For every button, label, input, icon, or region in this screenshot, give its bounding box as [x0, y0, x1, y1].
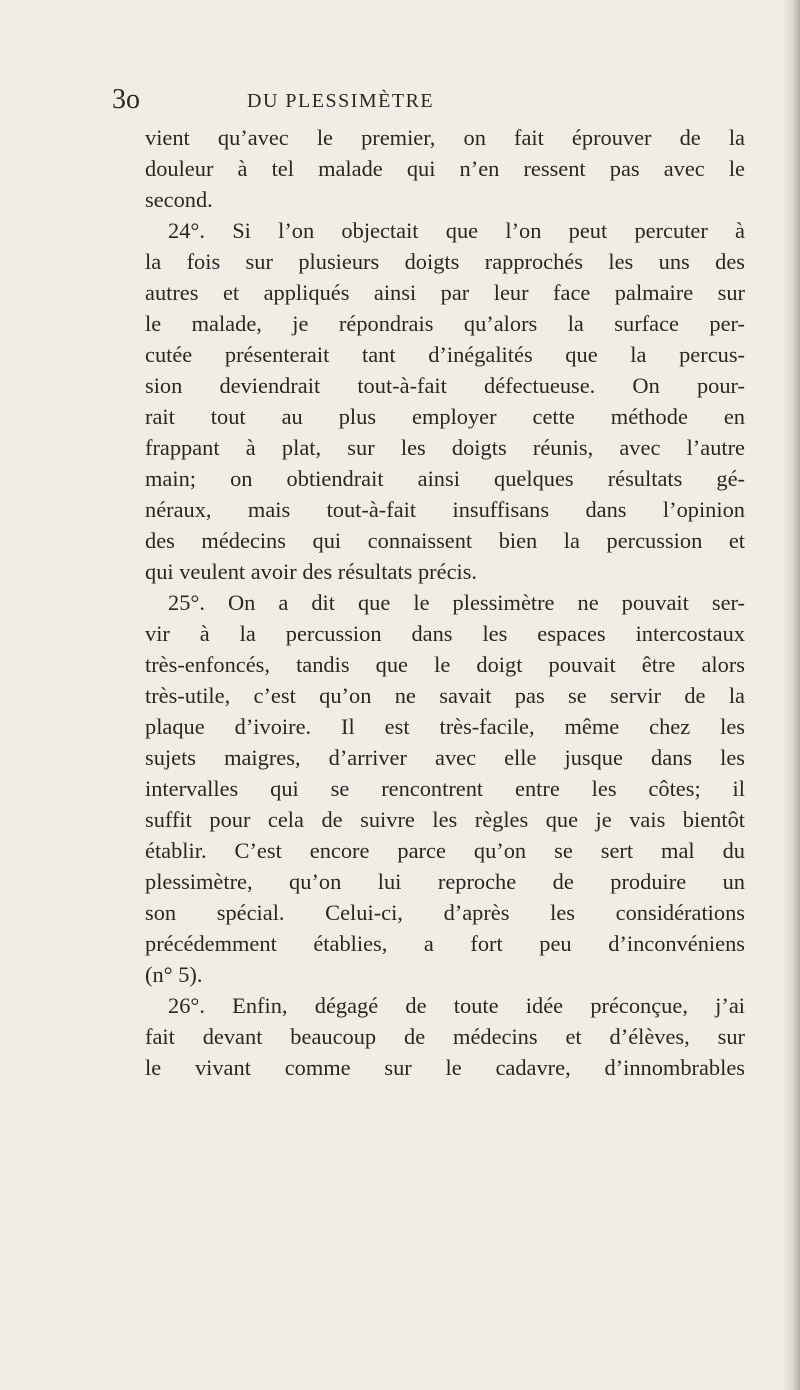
- page-header: [112, 82, 732, 118]
- text-line: le vivant comme sur le cadavre, d’innombrables: [145, 1055, 745, 1080]
- text-line: précédemment établies, a fort peu d’inconvéniens: [145, 931, 745, 956]
- text-line: très-utile, c’est qu’on ne savait pas se servir de la: [145, 683, 745, 708]
- text-line: néraux, mais tout-à-fait insuffisans dans l’opinion: [145, 497, 745, 522]
- text-line: main; on obtiendrait ainsi quelques résultats gé-: [145, 466, 745, 491]
- paragraph-24-start: 24°. Si l’on objectait que l’on peut percuter à: [168, 218, 745, 243]
- text-line: sujets maigres, d’arriver avec elle jusque dans les: [145, 745, 745, 770]
- text-line: le malade, je répondrais qu’alors la surface per-: [145, 311, 745, 336]
- text-line: suffit pour cela de suivre les règles que je vais bientôt: [145, 807, 745, 832]
- body-text: [145, 122, 745, 1083]
- text-line: sion deviendrait tout-à-fait défectueuse. On pour-: [145, 373, 745, 398]
- text-line: frappant à plat, sur les doigts réunis, avec l’autre: [145, 435, 745, 460]
- text-line: la fois sur plusieurs doigts rapprochés les uns des: [145, 249, 745, 274]
- text-line: cutée présenterait tant d’inégalités que la percus-: [145, 342, 745, 367]
- text-line: des médecins qui connaissent bien la percussion et: [145, 528, 745, 553]
- text-line: plaque d’ivoire. Il est très-facile, même chez les: [145, 714, 745, 739]
- text-line: vir à la percussion dans les espaces intercostaux: [145, 621, 745, 646]
- page-edge-shadow: [782, 0, 800, 1390]
- running-head: DU PLESSIMÈTRE: [247, 90, 435, 112]
- paragraph-25-start: 25°. On a dit que le plessimètre ne pouvait ser-: [168, 590, 745, 615]
- page-number: 3o: [112, 84, 140, 115]
- text-line: très-enfoncés, tandis que le doigt pouvait être alors: [145, 652, 745, 677]
- text-line: autres et appliqués ainsi par leur face palmaire sur: [145, 280, 745, 305]
- text-line: vient qu’avec le premier, on fait éprouver de la: [145, 125, 745, 150]
- text-line: qui veulent avoir des résultats précis.: [145, 559, 478, 584]
- paragraph-26-start: 26°. Enfin, dégagé de toute idée préconçue, j’ai: [168, 993, 745, 1018]
- text-line: établir. C’est encore parce qu’on se sert mal du: [145, 838, 745, 863]
- text-line: (n° 5).: [145, 962, 203, 987]
- text-line: second.: [145, 187, 213, 212]
- text-line: son spécial. Celui-ci, d’après les considérations: [145, 900, 745, 925]
- text-line: douleur à tel malade qui n’en ressent pas avec le: [145, 156, 745, 181]
- text-line: rait tout au plus employer cette méthode en: [145, 404, 745, 429]
- text-line: intervalles qui se rencontrent entre les côtes; il: [145, 776, 745, 801]
- text-line: plessimètre, qu’on lui reproche de produire un: [145, 869, 745, 894]
- text-line: fait devant beaucoup de médecins et d’élèves, sur: [145, 1024, 745, 1049]
